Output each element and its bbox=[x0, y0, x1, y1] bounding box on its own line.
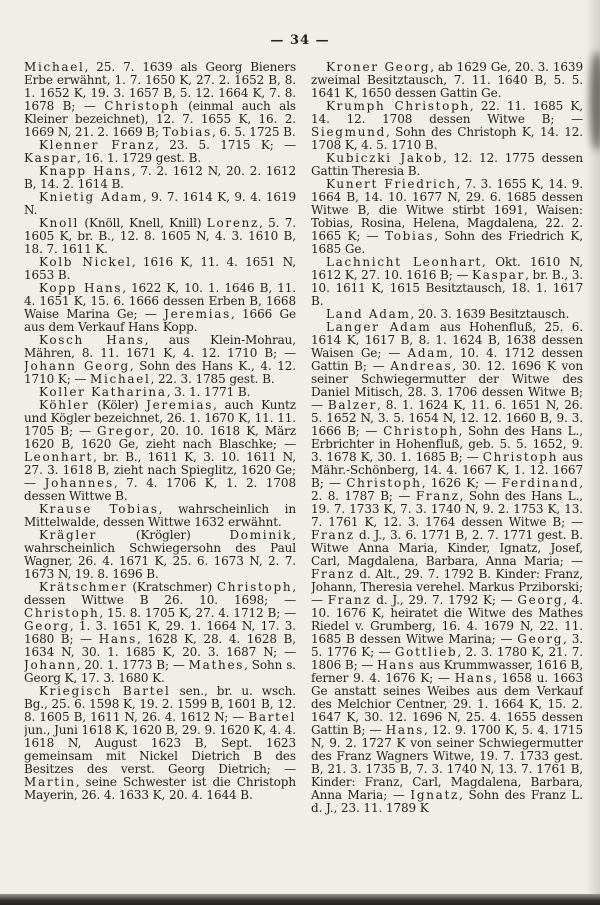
person-name: Martin bbox=[24, 775, 76, 789]
entry-paragraph: Kubiczki Jakob, 12. 12. 1775 dessen Gattin Theresia B. bbox=[311, 151, 583, 178]
entry-paragraph: Kriegisch Bartel sen., br. u. wsch. Bg., 25. 6. 1598 K, 19. 2. 1599 B, 1601 B, 12. 8. 1605 B, 1611 N, 26. 4. 1612 N; — Bartel jun., Juni 1618 K, 1620 B, 29. 9. 1620 K, 4. 4. 1618 N, August 1623 B, Sept. 1623 gemeinsam mit Nickel Dietrich B des Besitzes des verst. Georg Dietrich; — Martin, seine Schwester ist die Christoph Mayerin, 26. 4. 1633 K, 20. 4. 1644 B. bbox=[24, 684, 296, 802]
person-name: Franz bbox=[311, 567, 355, 581]
entry-paragraph: Knoll (Knöll, Knell, Knill) Lorenz, 5. 7. 1605 K, br. B., 12. 8. 1605 N, 4. 3. 1610 B, 18. 7. 1611 K. bbox=[24, 216, 296, 256]
entry-paragraph: Krumph Christoph, 22. 11. 1685 K, 14. 12. 1708 dessen Witwe B; — Siegmund, Sohn des Christoph K, 14. 12. 1708 K, 4. 5. 1710 B. bbox=[311, 99, 583, 152]
person-name: Adam bbox=[407, 346, 450, 360]
person-name: Hans bbox=[377, 658, 416, 672]
entry-paragraph: Langer Adam aus Hohenfluß, 25. 6. 1614 K, 1617 B, 8. 1. 1624 B, 1638 dessen Waisen Ge; — Adam, 10. 4. 1712 dessen Gattin B; — Andreas, 30. 12. 1696 K von seiner Schwiegermutter der Witwe des Daniel Mitisch, 28. 3. 1706 dessen Witwe B; — Balzer, 8. 1. 1624 K, 11. 6. 1651 N, 26. 5. 1652 N, 3. 5. 1654 N, 12. 12. 1660 B, 9. 3. 1666 B; — Christoph, Sohn des Hans L., Erbrichter in Hohenfluß, geb. 5. 5. 1652, 9. 3. 1678 K, 30. 1. 1685 B; — Christoph aus Mähr.-Schönberg, 14. 4. 1667 K, 1. 12. 1667 B; — Christoph, 1626 K; — Ferdinand, 2. 8. 1787 B; — Franz, Sohn des Hans L., 19. 7. 1733 K, 7. 3. 1740 N, 9. 2. 1753 K, 13. 7. 1761 K, 12. 3. 1764 dessen Witwe B; — Franz d. J., 3. 6. 1771 B, 2. 7. 1771 gest. B. Witwe Anna Maria, Kinder, Ignatz, Josef, Carl, Magdalena, Barbara, Anna Maria; — Franz d. Alt., 29. 7. 1792 B. Kinder: Franz, Johann, Theresia verehel. Markus Prziborski; — Franz d. J., 29. 7. 1792 K; — Georg, 4. 10. 1676 K, heiratet die Witwe des Mathes Riedel v. Grumberg, 16. 4. 1679 N, 22. 11. 1685 B dessen Witwe Marina; — Georg, 3. 5. 1776 K; — Gottlieb, 2. 3. 1780 K, 21. 7. 1806 B; — Hans aus Krummwasser, 1616 B, ferner 9. 4. 1676 K; — Hans, 1658 u. 1663 Ge anstatt seines Weibes aus dem Verkauf des Melchior Centner, 29. 1. 1664 K, 15. 2. 1647 K, 30. 12. 1696 N, 25. 4. 1655 dessen Gattin B; — Hans, 12. 9. 1700 K, 5. 4. 1715 N, 9. 2. 1727 K von seiner Schwiegermutter des Franz Wagners Witwe, 19. 7. 1733 gest. B, 21. 3. 1735 B, 7. 3. 1740 N, 13. 7. 1761 B, Kinder: Franz, Carl, Magdalena, Barbara, Anna Maria; — Ignatz, Sohn des Franz L. d. J., 23. 11. 1789 K bbox=[311, 320, 583, 815]
entry-paragraph: Michael, 25. 7. 1639 als Georg Bieners Erbe erwähnt, 1. 7. 1650 K, 27. 2. 1652 B, 8. 1. 1652 K, 19. 3. 1657 B, 5. 12. 1664 K, 7. 8. 1678 B; — Christoph (einmal auch als Kleiner bezeichnet), 12. 7. 1655 K, 16. 2. 1669 N, 21. 2. 1669 B; Tobias, 6. 5. 1725 B. bbox=[24, 61, 296, 139]
person-name: Kriegisch Bartel bbox=[39, 684, 171, 698]
right-column bbox=[311, 61, 583, 863]
person-name: Bartel bbox=[248, 710, 296, 724]
person-name: Tobias bbox=[384, 229, 435, 243]
person-name: Christoph bbox=[346, 476, 422, 490]
person-name: Georg bbox=[24, 619, 70, 633]
person-name: Leonhart bbox=[24, 450, 94, 464]
text-columns bbox=[0, 48, 600, 863]
person-name: Lorenz bbox=[206, 216, 260, 230]
person-name: Land Adam bbox=[326, 307, 411, 321]
person-name: Knietig Adam bbox=[39, 190, 143, 204]
person-name: Franz bbox=[327, 593, 372, 607]
person-name: Klenner Franz bbox=[39, 138, 156, 152]
person-name: Franz bbox=[415, 489, 460, 503]
person-name: Franz bbox=[311, 528, 355, 542]
person-name: Kubiczki Jakob bbox=[326, 151, 443, 165]
person-name: Tobias bbox=[162, 125, 212, 139]
person-name: Knoll bbox=[39, 216, 80, 230]
person-name: Krätschmer bbox=[39, 580, 128, 594]
person-name: Balzer bbox=[327, 398, 378, 412]
entry-paragraph: Knietig Adam, 9. 7. 1614 K, 9. 4. 1619 N. bbox=[24, 190, 296, 217]
person-name: Jeremias bbox=[146, 398, 214, 412]
entry-paragraph: Köhler (Köler) Jeremias, auch Kuntz und Kögler bezeichnet, 26. 1. 1670 K, 11. 11. 1705 B; — Gregor, 20. 10. 1618 K, März 1620 B, 1620 Ge, zieht nach Blaschke; — Leonhart, br. B., 1611 K, 3. 10. 1611 N, 27. 3. 1618 B, zieht nach Spieglitz, 1620 Ge; — Johannes, 7. 4. 1706 K, 1. 2. 1708 dessen Wittwe B. bbox=[24, 398, 296, 503]
person-name: Ignatz bbox=[410, 788, 460, 802]
entry-paragraph: Klenner Franz, 23. 5. 1715 K; — Kaspar, 16. 1. 1729 gest. B. bbox=[24, 138, 296, 165]
entry-paragraph: Knapp Hans, 7. 2. 1612 N, 20. 2. 1612 B, 14. 2. 1614 B. bbox=[24, 164, 296, 191]
entry-paragraph: Kroner Georg, ab 1629 Ge, 20. 3. 1639 zweimal Besitztausch, 7. 11. 1640 B, 5. 5. 1641 K, 1650 dessen Gattin Ge. bbox=[311, 61, 583, 100]
entry-paragraph: Krägler (Krögler) Dominik, wahrscheinlich Schwiegersohn des Paul Wagner, 26. 4. 1671 K, 25. 6. 1673 N, 2. 7. 1673 N, 19. 8. 1696 B. bbox=[24, 528, 296, 581]
page-number: — 34 — bbox=[270, 33, 330, 48]
person-name: Christoph bbox=[482, 450, 559, 464]
person-name: Georg bbox=[517, 632, 564, 646]
scan-bottom-edge bbox=[0, 894, 600, 905]
person-name: Hans bbox=[98, 632, 137, 646]
person-name: Hans bbox=[454, 671, 494, 685]
entry-paragraph: Kolb Nickel, 1616 K, 11. 4. 1651 N, 1653 B. bbox=[24, 255, 296, 282]
person-name: Hans bbox=[385, 723, 425, 737]
person-name: Ferdinand bbox=[501, 476, 580, 490]
person-name: Christoph bbox=[216, 580, 293, 594]
entry-paragraph: Kosch Hans, aus Klein-Mohrau, Mähren, 8. 11. 1671 K, 4. 12. 1710 B; — Johann Georg, Sohn des Hans K., 4. 12. 1710 K; — Michael, 22. 3. 1785 gest. B. bbox=[24, 333, 296, 386]
person-name: Gottlieb bbox=[394, 645, 458, 659]
entry-paragraph: Koller Katharina, 3. 1. 1771 B. bbox=[39, 385, 251, 399]
scan-right-edge-shade bbox=[586, 0, 600, 905]
person-name: Michael bbox=[24, 61, 85, 74]
person-name: Lachnicht Leonhart bbox=[326, 255, 483, 269]
person-name: Georg bbox=[517, 593, 564, 607]
person-name: Gregor bbox=[97, 424, 151, 438]
entry-paragraph: Kopp Hans, 1622 K, 10. 1. 1646 B, 11. 4. 1651 K, 15. 6. 1666 dessen Erben B, 1668 Waise Marina Ge; — Jeremias, 1666 Ge aus dem Verkauf Hans Kopp. bbox=[24, 281, 296, 334]
person-name: Christoph bbox=[24, 606, 100, 620]
person-name: Krägler bbox=[39, 528, 98, 542]
person-name: Kosch Hans bbox=[39, 333, 145, 347]
person-name: Langer Adam bbox=[326, 320, 432, 334]
entry-paragraph: Krätschmer (Kratschmer) Christoph, dessen Wittwe B 26. 10. 1698; — Christoph, 15. 8. 1705 K, 27. 4. 1712 B; — Georg, 1. 3. 1651 K, 29. 1. 1664 N, 17. 3. 1680 B; — Hans, 1628 K, 28. 4. 1628 B, 1634 N, 30. 1. 1685 K, 20. 3. 1687 N; — Johann, 20. 1. 1773 B; — Mathes, Sohn s. Georg K, 17. 3. 1680 K. bbox=[24, 580, 296, 685]
entry-paragraph: Krause Tobias, wahrscheinlich in Mittelwalde, dessen Wittwe 1632 erwähnt. bbox=[24, 502, 296, 529]
person-name: Andreas bbox=[390, 359, 453, 373]
person-name: Johann bbox=[24, 658, 77, 672]
person-name: Siegmund bbox=[311, 125, 386, 139]
person-name: Knapp Hans bbox=[39, 164, 132, 178]
person-name: Kunert Friedrich bbox=[326, 177, 457, 191]
entry-paragraph: Lachnicht Leonhart, Okt. 1610 N, 1612 K, 27. 10. 1616 B; — Kaspar, br. B., 3. 10. 1611 K, 1615 Besitztausch, 18. 1. 1617 B. bbox=[311, 255, 583, 308]
person-name: Jeremias bbox=[164, 307, 231, 321]
person-name: Kopp Hans bbox=[39, 281, 123, 295]
person-name: Johannes bbox=[44, 476, 114, 490]
person-name: Kaspar bbox=[472, 268, 526, 282]
person-name: Köhler bbox=[39, 398, 90, 412]
person-name: Johann Georg bbox=[24, 359, 130, 373]
person-name: Kroner Georg bbox=[326, 61, 431, 74]
person-name: Christoph bbox=[104, 99, 180, 113]
left-column bbox=[24, 61, 296, 863]
person-name: Kaspar bbox=[24, 151, 78, 165]
person-name: Michael bbox=[90, 372, 151, 386]
person-name: Christoph bbox=[383, 424, 459, 438]
person-name: Krause Tobias bbox=[39, 502, 159, 516]
person-name: Koller Katharina bbox=[39, 385, 167, 399]
entry-paragraph: Land Adam, 20. 3. 1639 Besitztausch. bbox=[326, 307, 570, 321]
person-name: Dominik bbox=[229, 528, 293, 542]
entry-paragraph: Kunert Friedrich, 7. 3. 1655 K, 14. 9. 1664 B, 14. 10. 1677 N, 29. 6. 1685 dessen Witwe B, die Witwe stirbt 1691, Waisen: Tobias, Rosina, Helena, Magdalena, 22. 2. 1665 K; — Tobias, Sohn des Friedrich K, 1685 Ge. bbox=[311, 177, 583, 256]
person-name: Krumph Christoph bbox=[326, 99, 470, 113]
person-name: Kolb Nickel bbox=[39, 255, 132, 269]
person-name: Mathes bbox=[188, 658, 245, 672]
